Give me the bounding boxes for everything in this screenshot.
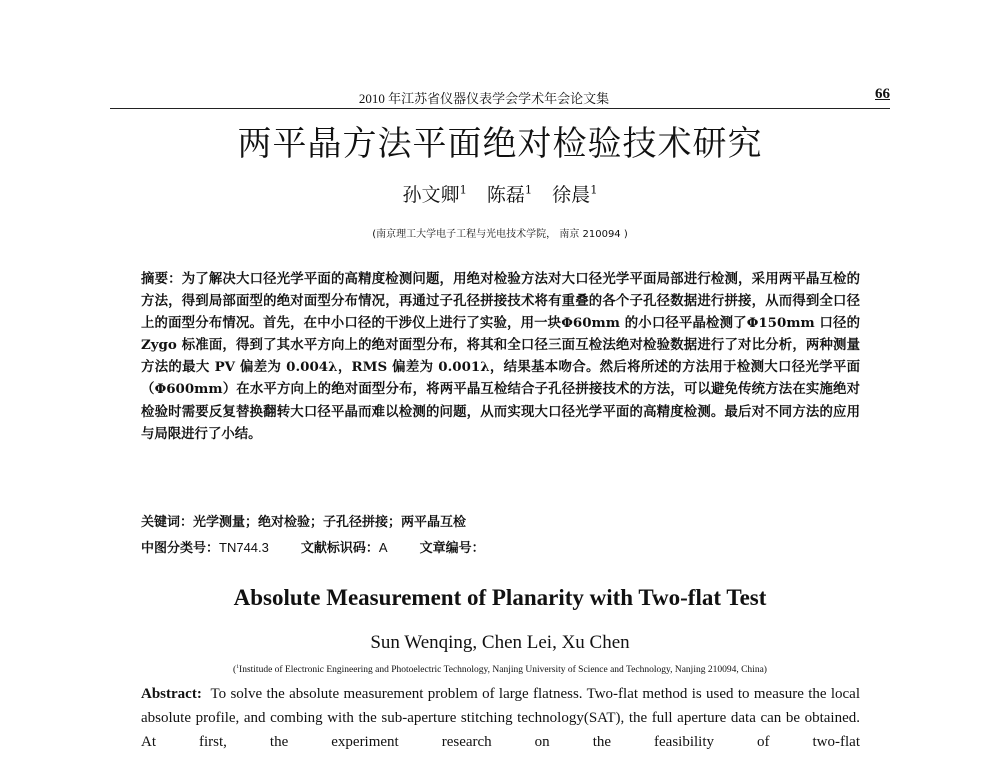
- running-header: [110, 86, 890, 108]
- chinese-keywords: [141, 511, 860, 530]
- abstract-label: 摘要：: [141, 271, 182, 287]
- affil-mark: 1: [236, 664, 240, 670]
- classification-line: [141, 537, 860, 556]
- clc-value: TN744.3: [219, 540, 269, 555]
- author-name: 陈磊: [486, 184, 525, 206]
- chinese-abstract: [141, 268, 860, 445]
- author-name: 徐晨: [552, 184, 591, 206]
- abstract-text: 为了解决大口径光学平面的高精度检测问题，用绝对检验方法对大口径光学平面局部进行检测，采用两平晶互检的方法，得到局部面型的绝对面型分布情况，再通过子孔径拼接技术将有重叠的各个子孔径数据进行拼接，从而得到全口径上的面型分布情况。首先，在中小口径的干涉仪上进行了实验，用一块Φ60mm 的小口径平晶检测了Φ150mm 口径的 Zygo 标准面，得到了其水平方向上的绝对面型分布，将其和全口径三面互检法绝对检验数据进行了对比分析，两种测量方法的最大 PV 偏差为 0.004λ，RMS 偏差为 0.001λ，结果基本吻合。然后将所述的方法用于检测大口径光学平面（Φ600mm）在水平方向上的绝对面型分布，将两平晶互检结合子孔径拼接技术的方法，可以避免传统方法在实施绝对检验时需要反复替换翻转大口径平晶而难以检测的问题，从而实现大口径光学平面的高精度检测。最后对不同方法的应用与局限进行了小结。: [141, 271, 861, 442]
- english-abstract: [141, 682, 860, 754]
- running-title: 2010 年江苏省仪器仪表学会学术年会论文集: [358, 91, 610, 106]
- chinese-authors: [0, 180, 1000, 207]
- english-authors: Sun Wenqing, Chen Lei, Xu Chen: [370, 632, 630, 653]
- chinese-affiliation: (南京理工大学电子工程与光电技术学院， 南京 210094 ): [372, 229, 628, 240]
- clc-label: 中图分类号：: [141, 541, 220, 556]
- author-affil-mark: 1: [459, 182, 467, 197]
- page-number: 66: [875, 86, 890, 102]
- english-title: Absolute Measurement of Planarity with Two-flat Test: [233, 585, 767, 610]
- keywords-text: 光学测量；绝对检验；子孔径拼接；两平晶互检: [193, 515, 467, 530]
- english-affiliation: ($^1$Institude of Electronic Engineering and Photoelectric Technology, Nanjing University of Science and Technology, Nanjing 210094, China): [233, 664, 767, 676]
- abstract-text: To solve the absolute measurement problem of large flatness. Two-flat method is used to measure the local absolute profile, and combing with the sub-aperture stitching technology(SAT), the full aperture data can be obtained. At first, the experiment research on the feasibility of two-flat: [141, 686, 861, 750]
- doc-code-value: A: [378, 540, 388, 555]
- chinese-title: 两平晶方法平面绝对检验技术研究: [237, 124, 763, 164]
- author-affil-mark: 1: [590, 182, 598, 197]
- author-affil-mark: 1: [524, 182, 533, 197]
- header-rule: [110, 108, 890, 109]
- article-number-label: 文章编号：: [419, 541, 485, 556]
- keywords-label: 关键词：: [141, 515, 194, 530]
- author-name: 孙文卿: [402, 184, 460, 206]
- abstract-label: Abstract:: [141, 686, 202, 702]
- doc-code-label: 文献标识码：: [300, 541, 379, 556]
